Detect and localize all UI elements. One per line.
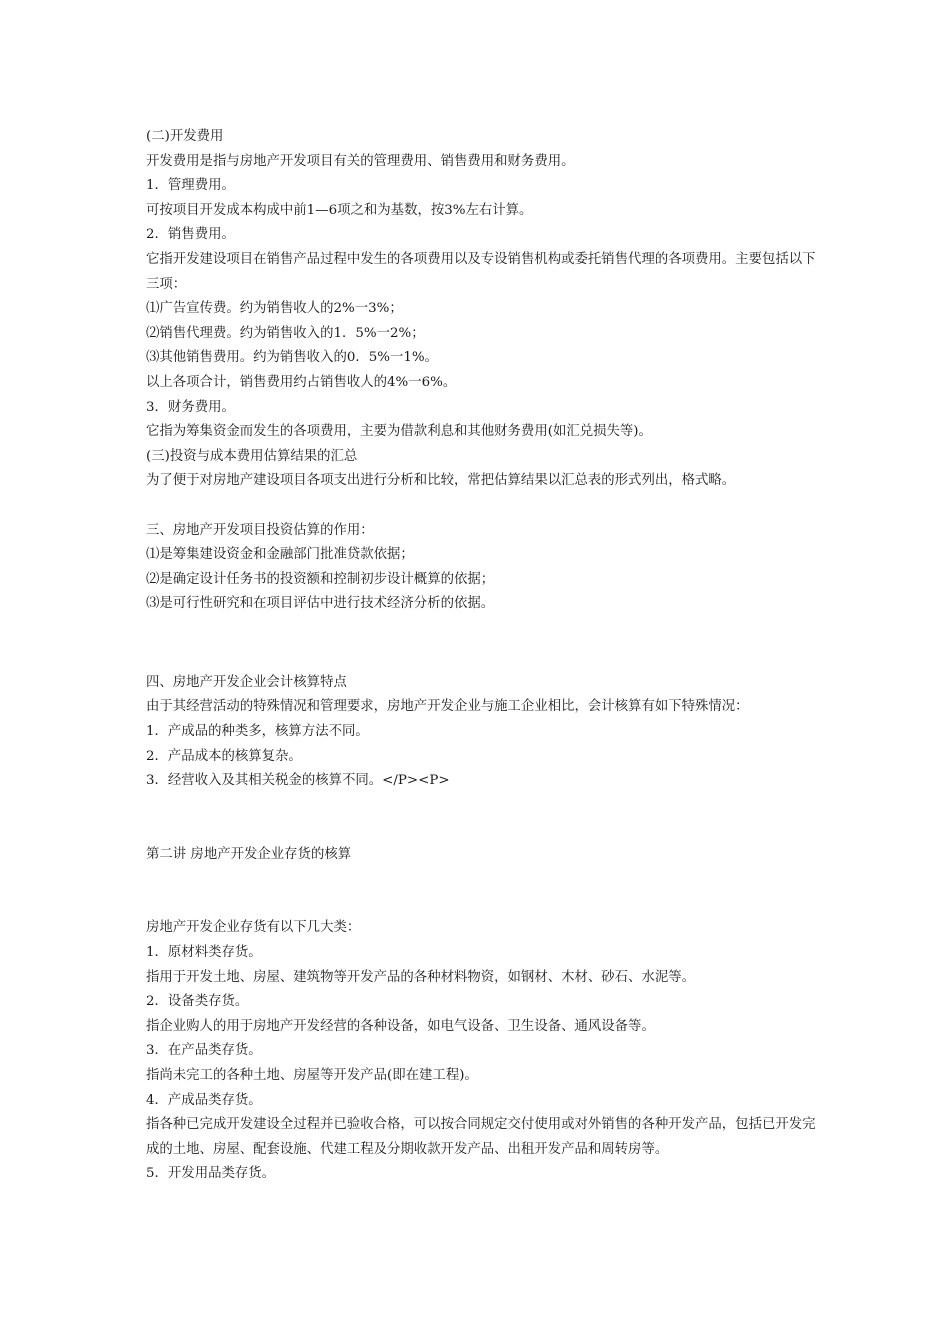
list-item: 1．原材料类存货。	[146, 945, 262, 961]
spacer	[146, 794, 816, 843]
paragraph: 房地产开发企业存货有以下几大类：	[146, 920, 361, 936]
list-item: 2．设备类存货。	[146, 994, 249, 1010]
list-item: ⑵是确定设计任务书的投资额和控制初步设计概算的依据；	[146, 571, 495, 587]
section-heading: 四、房地产开发企业会计核算特点	[146, 674, 347, 690]
paragraph: 它指为筹集资金而发生的各项费用，主要为借款利息和其他财务费用(如汇兑损失等)。	[146, 424, 652, 440]
paragraph: 指企业购人的用于房地产开发经营的各种设备，如电气设备、卫生设备、通风设备等。	[146, 1018, 655, 1034]
list-item: 5．开发用品类存货。	[146, 1166, 276, 1182]
spacer	[146, 494, 816, 519]
paragraph: 开发费用是指与房地产开发项目有关的管理费用、销售费用和财务费用。	[146, 153, 575, 169]
list-item: 3．在产品类存货。	[146, 1043, 262, 1059]
spacer	[146, 617, 816, 671]
paragraph: 指用于开发土地、房屋、建筑物等开发产品的各种材料物资，如钢材、木材、砂石、水泥等。	[146, 969, 696, 985]
paragraph: 以上各项合计，销售费用约占销售收人的4%一6%。	[146, 374, 457, 390]
paragraph: 可按项目开发成本构成中前1—6项之和为基数，按3%左右计算。	[146, 202, 533, 218]
paragraph: 为了便于对房地产建设项目各项支出进行分析和比较，常把估算结果以汇总表的形式列出，格式略。	[146, 473, 736, 489]
paragraph: 由于其经营活动的特殊情况和管理要求，房地产开发企业与施工企业相比，会计核算有如下特殊情况：	[146, 699, 749, 715]
document-body	[146, 125, 816, 1187]
list-item: ⑴是筹集建设资金和金融部门批准贷款依据；	[146, 547, 414, 563]
paragraph: 它指开发建设项目在销售产品过程中发生的各项费用以及专设销售机构或委托销售代理的各项费用。主要包括以下三项：	[146, 251, 816, 292]
list-item: 4．产成品类存货。	[146, 1092, 262, 1108]
list-item: 1．产成品的种类多，核算方法不同。	[146, 724, 369, 740]
list-item: 1．管理费用。	[146, 178, 235, 194]
section-heading: (三)投资与成本费用估算结果的汇总	[146, 448, 358, 464]
list-item: 2．销售费用。	[146, 227, 235, 243]
spacer	[146, 867, 816, 916]
list-item: ⑵销售代理费。约为销售收入的1．5%一2%；	[146, 325, 425, 341]
list-item: ⑶是可行性研究和在项目评估中进行技术经济分析的依据。	[146, 596, 495, 612]
paragraph: 指各种已完成开发建设全过程并已验收合格，可以按合同规定交付使用或对外销售的各种开发产品，包括已开发完成的土地、房屋、配套设施、代建工程及分期收款开发产品、出租开发产品和周转房等。	[146, 1117, 816, 1157]
paragraph: 指尚未完工的各种土地、房屋等开发产品(即在建工程)。	[146, 1068, 478, 1083]
list-item: 2．产品成本的核算复杂。	[146, 748, 302, 764]
list-item: ⑶其他销售费用。约为销售收入的0．5%一1%。	[146, 350, 439, 366]
section-heading: (二)开发费用	[146, 129, 224, 144]
chapter-heading: 第二讲 房地产开发企业存货的核算	[146, 846, 352, 862]
list-item: 3．财务费用。	[146, 399, 235, 415]
section-heading: 三、房地产开发项目投资估算的作用：	[146, 522, 374, 538]
list-item: 3．经营收入及其相关税金的核算不同。</P><P>	[146, 773, 450, 789]
list-item: ⑴广告宣传费。约为销售收人的2%一3%；	[146, 301, 403, 317]
